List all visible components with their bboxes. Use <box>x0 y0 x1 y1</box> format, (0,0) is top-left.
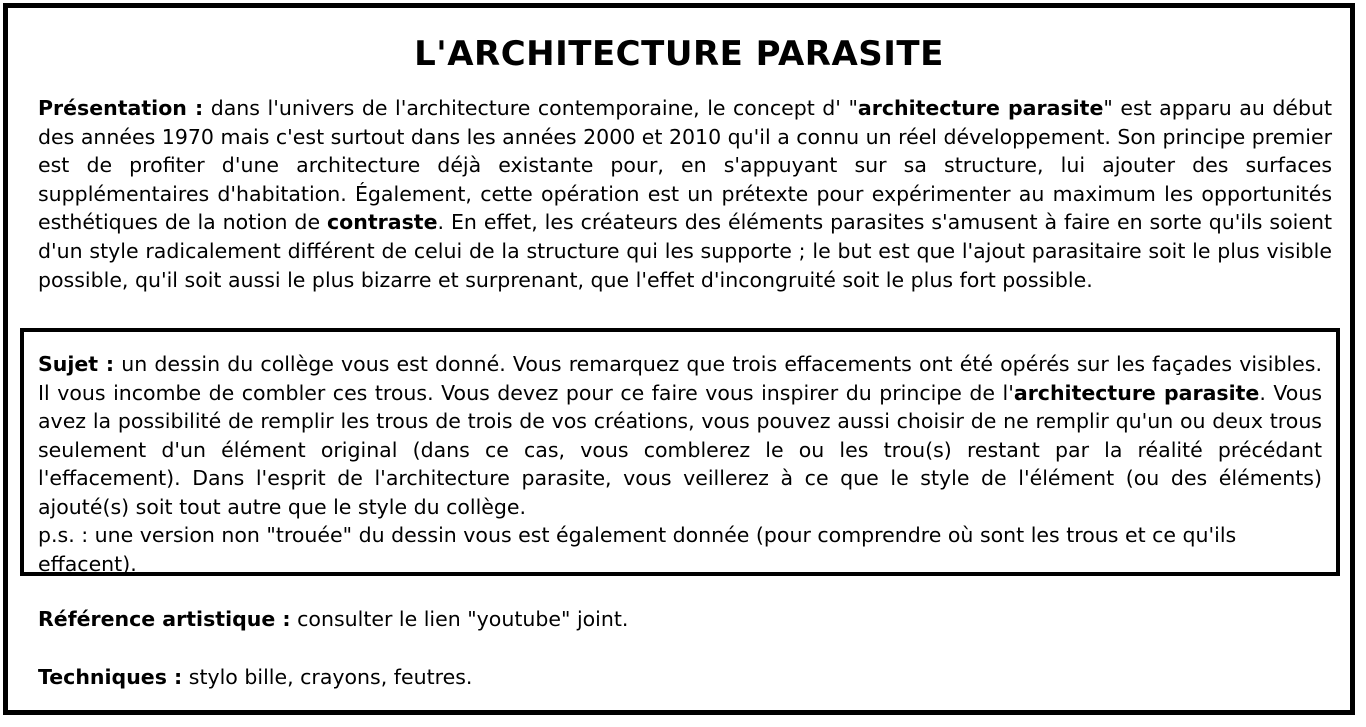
sujet-label: Sujet : <box>38 352 115 376</box>
page-title: L'ARCHITECTURE PARASITE <box>414 34 944 74</box>
reference-text: consulter le lien "youtube" joint. <box>290 607 629 631</box>
sujet-ps-note: p.s. : une version non "trouée" du dessin vous est également donnée (pour comprendre où sont les trous et ce qu'ils effacent). <box>38 523 1237 576</box>
sujet-paragraph <box>38 350 1322 522</box>
presentation-text-2: " est apparu au début des années 1970 mais c'est surtout dans les années 2000 et 2010 qu'il a connu un réel développement. Son principe premier est de profiter d'une architecture déjà existante pour, en s'appuyant sur sa structure, lui ajouter des surfaces supplémentaires d'habitation. Également, cette opération est un prétexte pour expérimenter au maximum les opportunités esthétiques de la notion de <box>38 96 1333 235</box>
presentation-paragraph <box>38 94 1332 294</box>
presentation-text-1: dans l'univers de l'architecture contemporaine, le concept d' " <box>203 96 858 120</box>
reference-label: Référence artistique : <box>38 607 291 631</box>
techniques-text: stylo bille, crayons, feutres. <box>182 665 473 689</box>
techniques-label: Techniques : <box>38 665 183 689</box>
document-frame <box>3 3 1355 715</box>
sujet-text-1: un dessin du collège vous est donné. Vous remarquez que trois effacements ont été opérés sur les façades visibles. Il vous incombe de combler ces trous. Vous devez pour ce faire vous inspirer du principe de l' <box>38 352 1322 405</box>
presentation-term-architecture-parasite: architecture parasite <box>857 96 1104 120</box>
presentation-text-3: . En effet, les créateurs des éléments parasites s'amusent à faire en sorte qu'ils soient d'un style radicalement différent de celui de la structure qui les supporte ; le but est que l'ajout parasitaire soit le plus visible possible, qu'il soit aussi le plus bizarre et surprenant, que l'effet d'incongruité soit le plus fort possible. <box>38 210 1332 292</box>
sujet-box <box>20 328 1340 576</box>
presentation-term-contraste: contraste <box>327 210 438 235</box>
techniques-paragraph <box>38 663 1332 692</box>
presentation-label: Présentation : <box>38 96 204 120</box>
sujet-term-architecture-parasite: architecture parasite <box>1013 380 1260 405</box>
reference-paragraph <box>38 605 1332 634</box>
sujet-text-2: . Vous avez la possibilité de remplir les trous de trois de vos créations, vous pouvez aussi choisir de ne remplir qu'un ou deux trous seulement d'un élément original (dans ce cas, vous comblerez le ou les trou(s) restant par la réalité précédant l'effacement). Dans l'esprit de l'architecture parasite, vous veillerez à ce que le style de l'élément (ou des éléments) ajouté(s) soit tout autre que le style du collège. <box>38 380 1323 519</box>
